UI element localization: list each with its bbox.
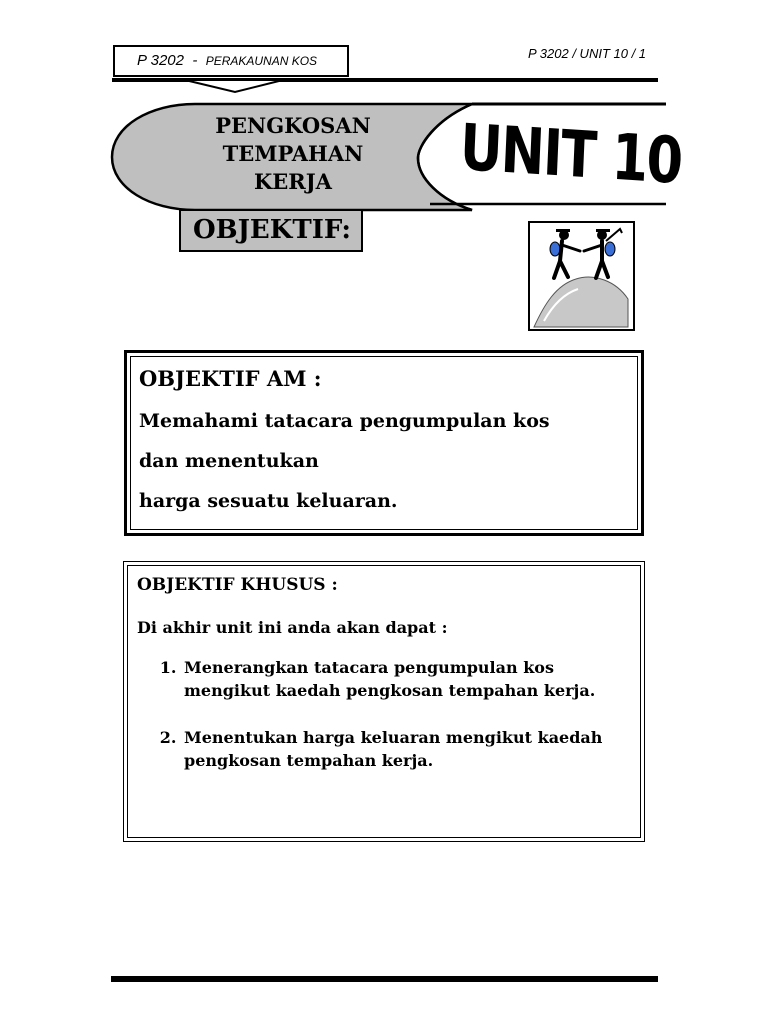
unit-topic-line: TEMPAHAN xyxy=(222,141,364,166)
specific-objective-heading: OBJEKTIF KHUSUS : xyxy=(137,575,338,595)
specific-objective-item: 1. Menerangkan tatacara pengumpulan kos mengikut kaedah pengkosan tempahan kerja. xyxy=(182,656,631,702)
general-objective-inner xyxy=(130,356,638,530)
unit-topic-line: KERJA xyxy=(254,169,332,194)
specific-objective-intro: Di akhir unit ini anda akan dapat : xyxy=(137,618,448,637)
hikers-illustration xyxy=(528,221,635,331)
general-objective-heading: OBJEKTIF AM : xyxy=(139,366,322,391)
bottom-rule xyxy=(111,976,658,982)
general-objective-line: dan menentukan xyxy=(139,450,319,472)
general-objective-text xyxy=(139,401,629,521)
specific-objective-item: 2. Menentukan harga keluaran mengikut kaedah pengkosan tempahan kerja. xyxy=(182,726,631,772)
general-objective-box xyxy=(124,350,644,536)
objektif-label: OBJEKTIF: xyxy=(179,209,363,252)
specific-objective-list xyxy=(137,656,631,772)
course-separator: - xyxy=(192,52,198,69)
page-reference: P 3202 / UNIT 10 / 1 xyxy=(528,46,647,61)
course-title: PERAKAUNAN KOS xyxy=(205,54,318,68)
specific-objective-inner xyxy=(127,565,641,838)
general-objective-line: Memahami tatacara pengumpulan kos xyxy=(139,410,550,432)
hikers-on-mountain-icon xyxy=(530,223,633,329)
course-code: P 3202 xyxy=(137,52,184,69)
course-code-box xyxy=(113,45,349,77)
general-objective-line: harga sesuatu keluaran. xyxy=(139,490,398,512)
unit-topic-line: PENGKOSAN xyxy=(215,113,371,138)
unit-topic-title xyxy=(195,112,391,196)
specific-objective-box xyxy=(123,561,645,842)
unit-number-title: UNIT 10 xyxy=(458,111,683,200)
